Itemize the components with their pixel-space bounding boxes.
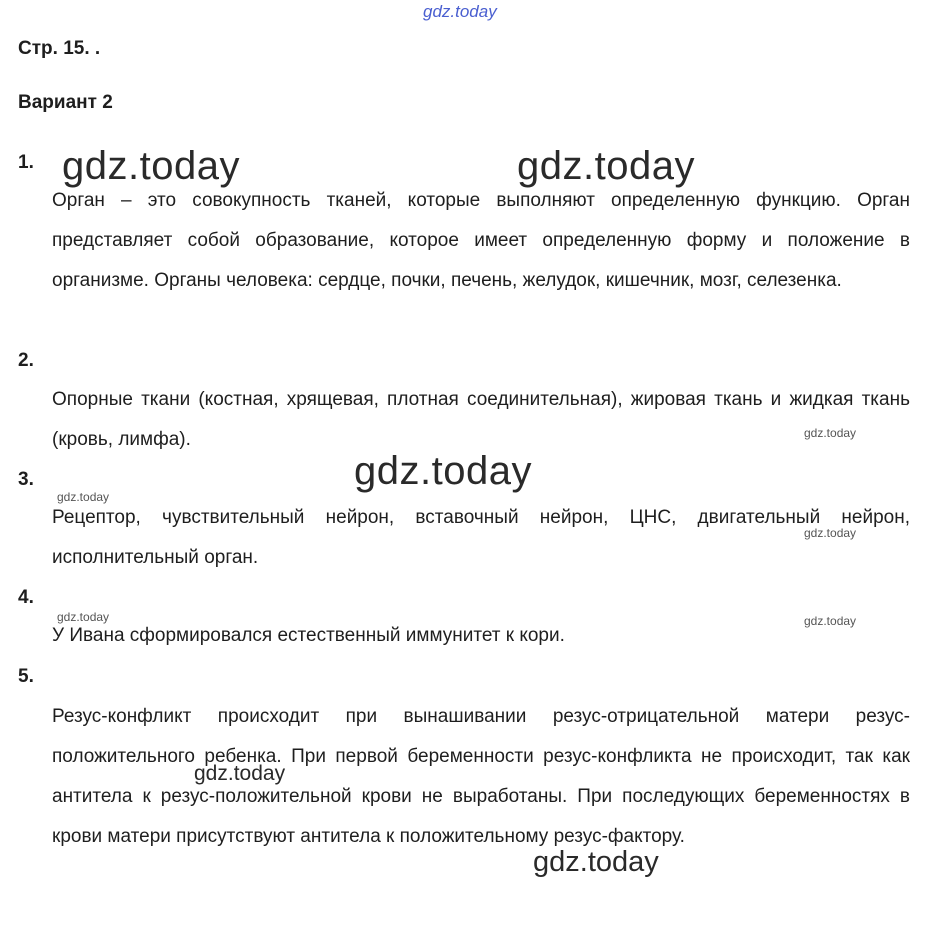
answer-text-2: Опорные ткани (костная, хрящевая, плотная соединительная), жировая ткань и жидкая ткань (кровь, лимфа). [52,389,910,450]
watermark-small-5: gdz.today [804,614,857,628]
watermark-large-4: gdz.today [533,846,659,878]
question-number-2: 2. [18,350,34,371]
watermark-large-2: gdz.today [517,144,695,188]
answer-text-5: Резус-конфликт происходит при вынашивании резус-отрицательной матери резус-положительного ребенка. При первой беременности резус-конфликта не происходит, так как антитела к резус-положительной крови не выработаны. При последующих беременностях в крови матери присутствуют антитела к положительному резус-фактору. [52,706,910,847]
question-number-4: 4. [18,587,34,608]
answer-text-4: У Ивана сформировался естественный иммунитет к кори. [52,625,565,646]
question-number-1: 1. [18,152,34,173]
watermark-small-2: gdz.today [57,490,110,504]
watermark-small-4: gdz.today [57,610,110,624]
watermark-large-3: gdz.today [354,449,532,493]
watermark-large-1: gdz.today [62,144,240,188]
watermark-small-1: gdz.today [804,426,857,440]
page-reference: Стр. 15. . [18,38,101,59]
question-number-5: 5. [18,666,34,687]
watermark-small-3: gdz.today [804,526,857,540]
watermark-top: gdz.today [423,2,497,21]
variant-title: Вариант 2 [18,92,113,113]
question-number-3: 3. [18,469,34,490]
answer-text-3: Рецептор, чувствительный нейрон, вставочный нейрон, ЦНС, двигательный нейрон, исполнительный орган. [52,507,910,568]
watermark-medium-1: gdz.today [194,762,286,785]
answer-text-1: Орган – это совокупность тканей, которые выполняют определенную функцию. Орган представляет собой образование, которое имеет определенную форму и положение в организме. Органы человека: сердце, почки, печень, желудок, кишечник, мозг, селезенка. [52,190,910,291]
